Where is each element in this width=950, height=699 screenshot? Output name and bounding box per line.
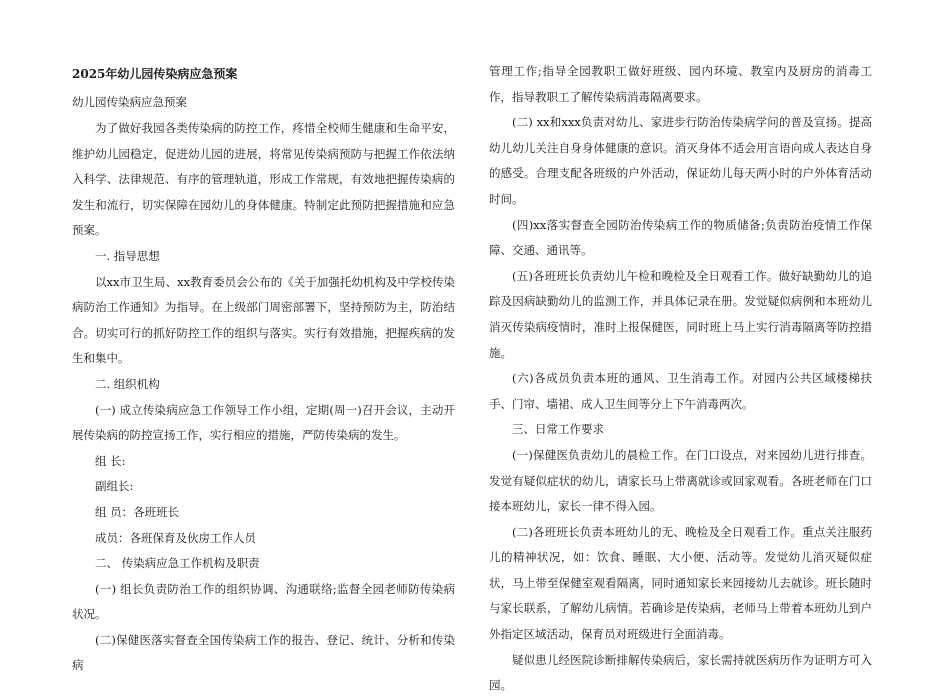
paragraph: 副组长: <box>95 479 134 494</box>
paragraph: (六)各成员负责本班的通风、卫生消毒工作。对园内公共区域楼梯扶手、门帘、墙裙、成人卫生间等分上下午消毒两次。 <box>489 371 872 411</box>
paragraph: 以xx市卫生局、xx教育委员会公布的《关于加强托幼机构及中学校传染病防治工作通知》为指导。在上级部门周密部署下，坚持预防为主，防治结合。切实可行的抓好防控工作的组织与落实。实行有效措施，把握疾病的发生和集中。 <box>72 274 455 366</box>
paragraph: (二)各班班长负责本班幼儿的无、晚检及全日观看工作。重点关注服药儿的精神状况，如：饮食、睡眠、大小便、活动等。发觉幼儿消灭疑似症状，马上带至保健室观看隔离，同时通知家长来园接幼儿去就诊。班长随时与家长联系，了解幼儿病情。若确诊是传染病，老师马上带着本班幼儿到户外指定区域活动，保育员对班级进行全面消毒。 <box>489 524 872 642</box>
section-heading: 二. 组织机构 <box>95 376 160 391</box>
paragraph: (一)保健医负责幼儿的晨检工作。在门口设点，对来园幼儿进行排查。发觉有疑似症状的幼儿，请家长马上带离就诊或回家观看。各班老师在门口接本班幼儿，家长一律不得入园。 <box>489 447 872 514</box>
paragraph: 管理工作;指导全园教职工做好班级、园内环境、教室内及厨房的消毒工作，指导教职工了解传染病消毒隔离要求。 <box>489 64 872 104</box>
section-heading: 二、 传染病应急工作机构及职责 <box>95 556 260 571</box>
document-title: 2025年幼儿园传染病应急预案 <box>72 67 238 81</box>
right-column <box>489 59 872 699</box>
paragraph: (二)保健医落实督查全国传染病工作的报告、登记、统计、分析和传染病 <box>72 632 455 673</box>
paragraph: (五)各班班长负责幼儿午检和晚检及全日观看工作。做好缺勤幼儿的追踪及因病缺勤幼儿的监测工作，并具体记录在册。发觉疑似病例和本班幼儿消灭传染病疫情时，准时上报保健医，同时班上马上实行消毒隔离等防控措施。 <box>489 268 872 360</box>
paragraph: 组 长: <box>95 453 126 468</box>
section-heading: 三、日常工作要求 <box>512 422 604 437</box>
paragraph: (一) 组长负责防治工作的组织协调、沟通联络;监督全园老师防传染病状况。 <box>72 581 455 622</box>
section-heading: 一. 指导思想 <box>95 248 160 263</box>
document-subtitle: 幼儿园传染病应急预案 <box>72 95 187 109</box>
paragraph: 组 员：各班班长 <box>95 504 180 519</box>
paragraph: (二) xx和xxx负责对幼儿、家进步行防治传染病学问的普及宣扬。提高幼儿幼儿关注自身身体健康的意识。消灭身体不适会用言语向成人表达自身的感受。合理支配各班级的户外活动，保证幼儿每天两小时的户外体育活动时间。 <box>489 115 872 206</box>
left-column <box>72 59 455 679</box>
paragraph: 为了做好我园各类传染病的防控工作，疼惜全校师生健康和生命平安，维护幼儿园稳定，促进幼儿园的进展，将常见传染病预防与把握工作依法纳入科学、法律规范、有序的管理轨道，形成工作常规，有效地把握传染病的发生和流行，切实保障在园幼儿的身体健康。特制定此预防把握措施和应急预案。 <box>72 121 455 238</box>
paragraph: (一) 成立传染病应急工作领导工作小组，定期(周一)召开会议，主动开展传染病的防控宣扬工作，实行相应的措施，严防传染病的发生。 <box>72 402 455 443</box>
paragraph: (四)xx落实督查全园防治传染病工作的物质储备;负责防治疫情工作保障、交通、通讯等。 <box>489 217 872 258</box>
paragraph: 成员：各班保育及伙房工作人员 <box>95 530 256 545</box>
paragraph: 疑似患儿经医院诊断排解传染病后，家长需持就医病历作为证明方可入园。 <box>489 652 872 693</box>
